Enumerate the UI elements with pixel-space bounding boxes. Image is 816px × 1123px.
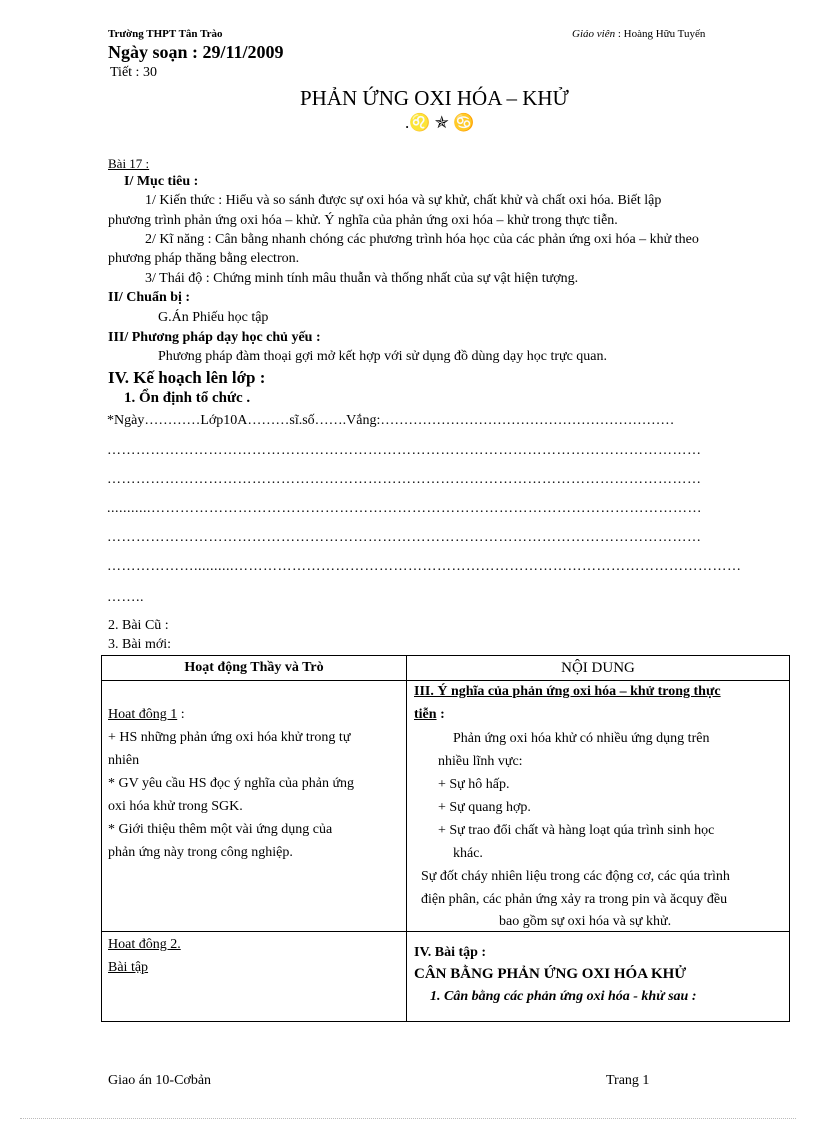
content-1-paragraph: điện phân, các phản ứng xảy ra trong pin và ăcquy đều bbox=[421, 892, 728, 907]
activity-1-line: oxi hóa khử trong SGK. bbox=[108, 799, 243, 814]
content-1-cell bbox=[407, 681, 790, 932]
activity-1-line: + HS những phản ứng oxi hóa khử trong tự bbox=[108, 730, 351, 745]
exercise-task: 1. Cân bằng các phản ứng oxi hóa - khử sau : bbox=[430, 989, 697, 1004]
content-1-heading: III. Ý nghĩa của phản ứng oxi hóa – khử trong thực bbox=[414, 684, 721, 699]
page-title: PHẢN ỨNG OXI HÓA – KHỬ bbox=[300, 86, 569, 110]
plan-heading: IV. Kế hoạch lên lớp : bbox=[108, 368, 266, 387]
skills-line-1: 2/ Kĩ năng : Cân bằng nhanh chóng các phương trình hóa học của các phản ứng oxi hóa – khử theo bbox=[145, 232, 699, 247]
lesson-table bbox=[101, 655, 790, 1022]
period: Tiết : 30 bbox=[110, 65, 157, 80]
attitude-line: 3/ Thái độ : Chứng minh tính mâu thuẫn và thống nhất của sự vật hiện tượng. bbox=[145, 271, 579, 286]
dot-line-1: …………………………………………………………………………………………………………… bbox=[107, 443, 702, 458]
activity-2-subtitle: Bài tập bbox=[108, 960, 149, 975]
activity-1-cell bbox=[102, 681, 407, 932]
method-text: Phương pháp đàm thoại gợi mở kết hợp với sử dụng đồ dùng dạy học trực quan. bbox=[158, 349, 608, 364]
table-header-activity: Hoạt động Thầy và Trò bbox=[102, 656, 407, 681]
page-number: Trang 1 bbox=[606, 1073, 650, 1088]
title-ornament-icon: .♌ ✯ ♋ bbox=[405, 113, 475, 132]
activity-2-title: Hoat đông 2. bbox=[108, 937, 181, 952]
teacher-info bbox=[572, 28, 705, 40]
content-1-item-cont: khác. bbox=[453, 846, 483, 861]
content-1-heading-cont: tiễn : bbox=[414, 707, 445, 722]
teacher-label: Giáo viên bbox=[572, 28, 616, 40]
new-lesson: 3. Bài mới: bbox=[108, 637, 172, 652]
exercise-subheading: CÂN BẰNG PHẢN ỨNG OXI HÓA KHỬ bbox=[414, 966, 687, 982]
content-1-item: + Sự hô hấp. bbox=[438, 777, 510, 792]
activity-2-cell bbox=[102, 932, 407, 1022]
content-1-paragraph: bao gồm sự oxi hóa và sự khử. bbox=[499, 914, 672, 929]
attendance-line: *Ngày…………Lớp10A………sĩ.số…….Vắng:……………………………………………………… bbox=[107, 413, 675, 428]
footer-divider bbox=[20, 1118, 796, 1119]
table-header-content: NỘI DUNG bbox=[407, 656, 790, 681]
activity-1-line: * Giới thiệu thêm một vài ứng dụng của bbox=[108, 822, 333, 837]
objectives-heading: I/ Mục tiêu : bbox=[124, 174, 199, 189]
dot-line-4: …………………………………………………………………………………………………………… bbox=[107, 530, 702, 545]
old-lesson: 2. Bài Cũ : bbox=[108, 618, 169, 633]
content-1-item: + Sự quang hợp. bbox=[438, 800, 531, 815]
knowledge-line-1: 1/ Kiến thức : Hiểu và so sánh được sự oxi hóa và sự khử, chất khử và chất oxi hóa. Biết lập bbox=[145, 193, 662, 208]
dot-line-5: ………………..........…………………………………………………………………………………………… bbox=[107, 559, 742, 574]
activity-1-title: Hoat đông 1 : bbox=[108, 707, 185, 722]
activity-1-line: nhiên bbox=[108, 753, 140, 768]
content-2-cell bbox=[407, 932, 790, 1022]
preparation-text: G.Án Phiếu học tập bbox=[158, 310, 269, 325]
dot-line-3: ...........…………………………………………………………………………………………………… bbox=[107, 501, 702, 516]
exercise-heading: IV. Bài tập : bbox=[414, 945, 487, 960]
lesson-number: Bài 17 : bbox=[108, 156, 150, 171]
teacher-name: : Hoàng Hữu Tuyến bbox=[617, 28, 706, 40]
footer-left: Giao án 10-Cơbản bbox=[108, 1073, 212, 1088]
organization-heading: 1. Ổn định tổ chức . bbox=[124, 390, 251, 406]
content-1-intro-cont: nhiều lĩnh vực: bbox=[438, 754, 523, 769]
school-name: Trường THPT Tân Trào bbox=[108, 28, 223, 40]
preparation-heading: II/ Chuẩn bị : bbox=[108, 290, 191, 305]
prep-date: Ngày soạn : 29/11/2009 bbox=[108, 42, 284, 62]
dot-line-2: …………………………………………………………………………………………………………… bbox=[107, 472, 702, 487]
activity-1-line: phản ứng này trong công nghiệp. bbox=[108, 845, 293, 860]
method-heading: III/ Phương pháp dạy học chủ yếu : bbox=[108, 330, 321, 345]
activity-1-line: * GV yêu cầu HS đọc ý nghĩa của phản ứng bbox=[108, 776, 355, 791]
skills-line-2: phương pháp thăng bằng electron. bbox=[108, 251, 300, 266]
dot-line-6: …….. bbox=[107, 590, 144, 605]
content-1-item: + Sự trao đổi chất và hàng loạt qúa trình sinh học bbox=[438, 823, 715, 838]
content-1-intro: Phản ứng oxi hóa khử có nhiều ứng dụng trên bbox=[453, 731, 710, 746]
content-1-paragraph: Sự đốt cháy nhiên liệu trong các động cơ, các qúa trình bbox=[421, 869, 730, 884]
knowledge-line-2: phương trình phản ứng oxi hóa – khử. Ý nghĩa của phản ứng oxi hóa – khử trong thực tiễn. bbox=[108, 213, 618, 228]
